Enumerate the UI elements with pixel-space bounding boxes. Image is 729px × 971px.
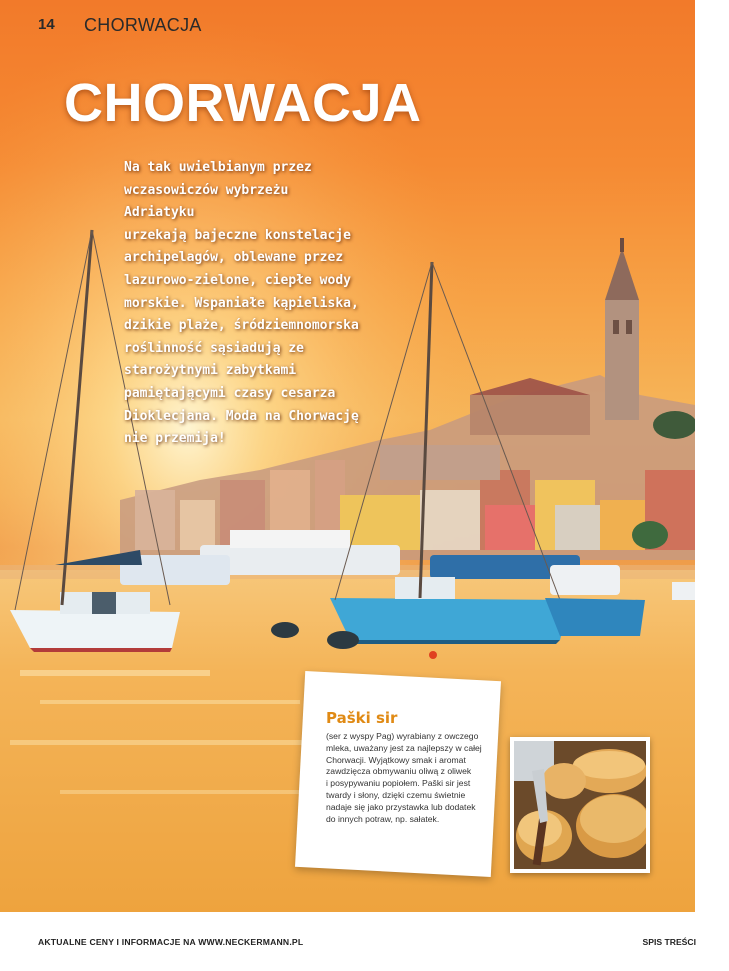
- intro-line: morskie. Wspaniałe kąpieliska,: [124, 295, 359, 311]
- cheese-line: zawdzięcza obmywaniu oliwą z oliwek: [326, 766, 472, 777]
- cheese-line: do innych potraw, np. sałatek.: [326, 813, 440, 824]
- intro-line: Na tak uwielbianym przez: [124, 160, 312, 175]
- footer-website-info: AKTUALNE CENY I INFORMACJE NA WWW.NECKERMANN.PL: [38, 937, 304, 947]
- cheese-wheels-image: [514, 741, 646, 869]
- intro-line: starożytnymi zabytkami: [124, 363, 297, 379]
- article-title: CHORWACJA: [64, 73, 422, 133]
- section-label: CHORWACJA: [84, 15, 202, 35]
- intro-line: Dioklecjana. Moda na Chorwację: [124, 408, 359, 424]
- intro-line: urzekają bajeczne konstelacje: [124, 227, 351, 243]
- intro-line: dzikie plaże, śródziemnomorska: [124, 318, 359, 334]
- cheese-line: (ser z wyspy Pag) wyrabiany z owczego: [326, 731, 479, 741]
- cheese-description: [326, 731, 484, 825]
- table-of-contents-link[interactable]: SPIS TREŚCI: [642, 937, 696, 947]
- intro-line: lazurowo-zielone, ciepłe wody: [124, 272, 351, 288]
- page-number: 14: [38, 16, 55, 33]
- cheese-title: Paški sir: [326, 709, 398, 727]
- intro-line: roślinność sąsiadują ze: [124, 340, 305, 356]
- intro-line: archipelagów, oblewane przez: [124, 250, 344, 266]
- intro-line: pamiętającymi czasy cesarza: [124, 385, 336, 401]
- cheese-line: i posypywaniu popiołem. Paški sir jest: [326, 778, 471, 789]
- intro-line: nie przemija!: [124, 431, 226, 447]
- cheese-line: Chorwacji. Wyjątkowy smak i aromat: [326, 754, 466, 765]
- cheese-photo: [510, 737, 650, 873]
- cheese-line: nadaje się jako przystawka lub dodatek: [326, 801, 476, 812]
- article-intro: [124, 157, 364, 451]
- cheese-line: mleka, uważany jest za najlepszy w całej: [326, 742, 482, 753]
- intro-line: wczasowiczów wybrzeżu Adriatyku: [124, 182, 289, 221]
- cheese-line: twardy i słony, dzięki czemu świetnie: [326, 789, 466, 800]
